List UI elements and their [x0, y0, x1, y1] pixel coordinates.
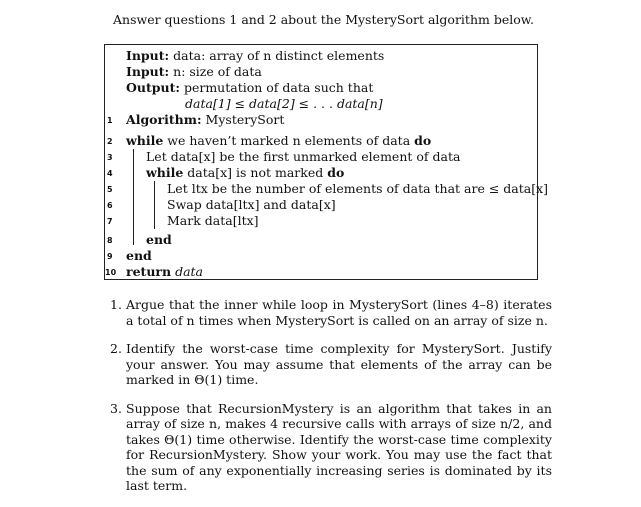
- return-line: return data: [126, 264, 203, 279]
- input-data-line: Input: data: array of n distinct elements: [126, 48, 385, 63]
- line-number: 2: [107, 137, 113, 146]
- line-number: 1: [107, 116, 113, 125]
- line-number: 6: [107, 201, 113, 210]
- algorithm-box: [104, 44, 549, 280]
- line-number: 7: [107, 217, 113, 226]
- swap-line: Swap data[ltx] and data[x]: [167, 197, 336, 212]
- question-2: 2. Identify the worst-case time complexity for MysterySort. Justify your answer. You may assume that elements of the array can be marked in Θ(1) time.: [110, 341, 552, 387]
- algorithm-name-line: Algorithm: MysterySort: [126, 112, 285, 127]
- inner-loop-scope-bar: [154, 181, 155, 229]
- line-number: 5: [107, 185, 113, 194]
- outer-while-line: while we haven’t marked n elements of data do: [126, 133, 432, 148]
- line-number: 8: [107, 236, 113, 245]
- question-1: 1. Argue that the inner while loop in MysterySort (lines 4–8) iterates a total of n times when MysterySort is called on an array of size n.: [110, 297, 552, 328]
- line-number: 3: [107, 153, 113, 162]
- mark-line: Mark data[ltx]: [167, 213, 259, 228]
- let-ltx-line: Let ltx be the number of elements of data that are ≤ data[x]: [167, 181, 549, 196]
- inner-while-line: while data[x] is not marked do: [146, 165, 345, 180]
- output-line: Output: permutation of data such that: [126, 80, 374, 95]
- line-number: 10: [105, 268, 117, 277]
- input-n-line: Input: n: size of data: [126, 64, 262, 79]
- intro-text: Answer questions 1 and 2 about the MysterySort algorithm below.: [113, 12, 534, 27]
- line-number: 9: [107, 252, 113, 261]
- output-continuation: data[1] ≤ data[2] ≤ . . . data[n]: [185, 96, 383, 111]
- line-number: 4: [107, 169, 113, 178]
- question-list: [112, 297, 552, 507]
- outer-loop-scope-bar: [133, 149, 134, 245]
- let-x-line: Let data[x] be the first unmarked element of data: [146, 149, 461, 164]
- question-3: 3. Suppose that RecursionMystery is an algorithm that takes in an array of size n, makes 4 recursive calls with arrays of size n/2, and takes Θ(1) time otherwise. Identify the worst-case time complexity for RecursionMystery. Show your work. You may use the fact that the sum of any exponentially increasing series is dominated by its last term.: [110, 400, 552, 493]
- outer-end-line: end: [126, 248, 152, 263]
- inner-end-line: end: [146, 232, 172, 247]
